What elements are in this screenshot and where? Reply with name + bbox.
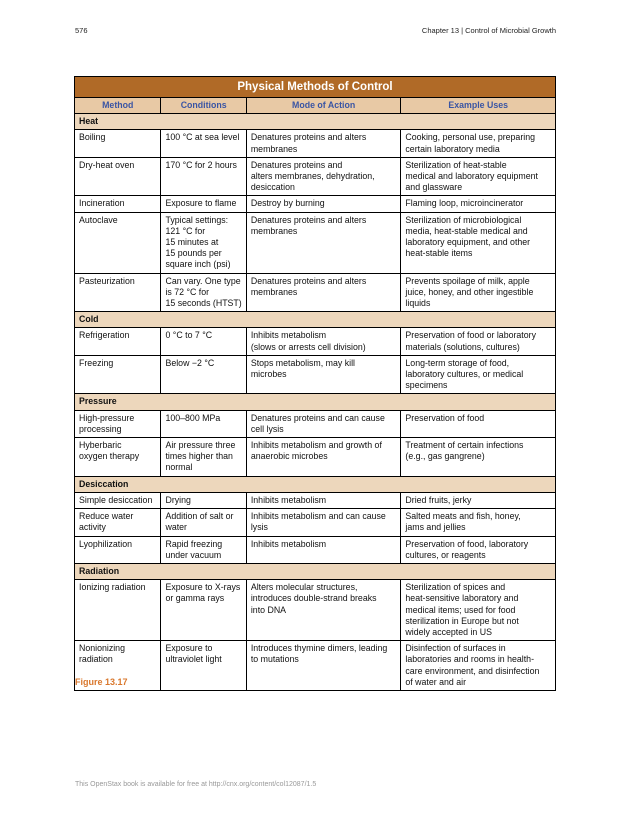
table-row: [75, 328, 556, 355]
figure-label: Figure 13.17: [75, 677, 128, 687]
example-uses-cell: Preservation of food or laboratory materials (solutions, cultures): [401, 328, 556, 355]
example-uses-cell: Preservation of food: [401, 410, 556, 437]
table-row: [75, 641, 556, 691]
conditions-cell: 170 °C for 2 hours: [161, 157, 246, 196]
column-header-mode-of-action: Mode of Action: [246, 98, 401, 114]
method-cell: Pasteurization: [75, 273, 161, 312]
table-row: [75, 355, 556, 394]
conditions-cell: Exposure to flame: [161, 196, 246, 212]
conditions-cell: Below −2 °C: [161, 355, 246, 394]
page-footer: This OpenStax book is available for free at http://cnx.org/content/col12087/1.5: [75, 781, 317, 788]
mode-of-action-cell: Inhibits metabolism (slows or arrests cell division): [246, 328, 401, 355]
example-uses-cell: Dried fruits, jerky: [401, 492, 556, 508]
table-body: [75, 114, 556, 691]
example-uses-cell: Cooking, personal use, preparing certain laboratory media: [401, 130, 556, 157]
example-uses-cell: Prevents spoilage of milk, apple juice, honey, and other ingestible liquids: [401, 273, 556, 312]
example-uses-cell: Treatment of certain infections (e.g., gas gangrene): [401, 438, 556, 477]
example-uses-cell: Disinfection of surfaces in laboratories and rooms in health- care environment, and disinfection of water and air: [401, 641, 556, 691]
table-row: [75, 438, 556, 477]
conditions-cell: Rapid freezing under vacuum: [161, 536, 246, 563]
method-cell: Dry-heat oven: [75, 157, 161, 196]
conditions-cell: Drying: [161, 492, 246, 508]
mode-of-action-cell: Inhibits metabolism: [246, 536, 401, 563]
table-row: [75, 273, 556, 312]
category-label: Pressure: [75, 394, 556, 410]
mode-of-action-cell: Stops metabolism, may kill microbes: [246, 355, 401, 394]
mode-of-action-cell: Denatures proteins and alters membranes: [246, 130, 401, 157]
method-cell: Freezing: [75, 355, 161, 394]
conditions-cell: Addition of salt or water: [161, 509, 246, 536]
mode-of-action-cell: Inhibits metabolism and growth of anaerobic microbes: [246, 438, 401, 477]
column-header-row: [75, 98, 556, 114]
table-row: [75, 410, 556, 437]
table-row: [75, 157, 556, 196]
example-uses-cell: Salted meats and fish, honey, jams and jellies: [401, 509, 556, 536]
mode-of-action-cell: Denatures proteins and can cause cell lysis: [246, 410, 401, 437]
mode-of-action-cell: Denatures proteins and alters membranes: [246, 273, 401, 312]
category-row: [75, 312, 556, 328]
example-uses-cell: Preservation of food, laboratory cultures, or reagents: [401, 536, 556, 563]
category-label: Desiccation: [75, 476, 556, 492]
column-header-method: Method: [75, 98, 161, 114]
table-row: [75, 509, 556, 536]
category-row: [75, 394, 556, 410]
method-cell: Nonionizing radiation: [75, 641, 161, 691]
conditions-cell: 0 °C to 7 °C: [161, 328, 246, 355]
mode-of-action-cell: Inhibits metabolism and can cause lysis: [246, 509, 401, 536]
method-cell: Incineration: [75, 196, 161, 212]
category-row: [75, 476, 556, 492]
physical-methods-table: [74, 76, 556, 691]
category-label: Heat: [75, 114, 556, 130]
example-uses-cell: Long-term storage of food, laboratory cultures, or medical specimens: [401, 355, 556, 394]
method-cell: Hyberbaric oxygen therapy: [75, 438, 161, 477]
mode-of-action-cell: Denatures proteins and alters membranes, dehydration, desiccation: [246, 157, 401, 196]
table-row: [75, 492, 556, 508]
method-cell: Autoclave: [75, 212, 161, 273]
category-row: [75, 114, 556, 130]
method-cell: Ionizing radiation: [75, 580, 161, 641]
table-title-row: [75, 77, 556, 98]
table-row: [75, 212, 556, 273]
table-row: [75, 130, 556, 157]
example-uses-cell: Sterilization of heat-stable medical and laboratory equipment and glassware: [401, 157, 556, 196]
example-uses-cell: Flaming loop, microincinerator: [401, 196, 556, 212]
mode-of-action-cell: Alters molecular structures, introduces double-strand breaks into DNA: [246, 580, 401, 641]
table-row: [75, 196, 556, 212]
method-cell: Refrigeration: [75, 328, 161, 355]
method-cell: Reduce water activity: [75, 509, 161, 536]
column-header-conditions: Conditions: [161, 98, 246, 114]
method-cell: Boiling: [75, 130, 161, 157]
category-row: [75, 563, 556, 579]
table-row: [75, 536, 556, 563]
mode-of-action-cell: Inhibits metabolism: [246, 492, 401, 508]
example-uses-cell: Sterilization of spices and heat-sensitive laboratory and medical items; used for food sterilization in Europe but not widely accepted in US: [401, 580, 556, 641]
method-cell: Simple desiccation: [75, 492, 161, 508]
conditions-cell: Exposure to X-rays or gamma rays: [161, 580, 246, 641]
table-title: Physical Methods of Control: [75, 77, 556, 98]
conditions-cell: 100–800 MPa: [161, 410, 246, 437]
conditions-cell: Air pressure three times higher than normal: [161, 438, 246, 477]
mode-of-action-cell: Denatures proteins and alters membranes: [246, 212, 401, 273]
conditions-cell: Typical settings: 121 °C for 15 minutes at 15 pounds per square inch (psi): [161, 212, 246, 273]
table-row: [75, 580, 556, 641]
category-label: Radiation: [75, 563, 556, 579]
example-uses-cell: Sterilization of microbiological media, heat-stable medical and laboratory equipment, and other heat-stable items: [401, 212, 556, 273]
methods-table-container: [74, 76, 556, 691]
category-label: Cold: [75, 312, 556, 328]
chapter-header: Chapter 13 | Control of Microbial Growth: [421, 26, 556, 35]
mode-of-action-cell: Introduces thymine dimers, leading to mutations: [246, 641, 401, 691]
method-cell: High-pressure processing: [75, 410, 161, 437]
column-header-example-uses: Example Uses: [401, 98, 556, 114]
mode-of-action-cell: Destroy by burning: [246, 196, 401, 212]
conditions-cell: 100 °C at sea level: [161, 130, 246, 157]
method-cell: Lyophilization: [75, 536, 161, 563]
conditions-cell: Can vary. One type is 72 °C for 15 seconds (HTST): [161, 273, 246, 312]
page-number: 576: [75, 26, 88, 35]
conditions-cell: Exposure to ultraviolet light: [161, 641, 246, 691]
